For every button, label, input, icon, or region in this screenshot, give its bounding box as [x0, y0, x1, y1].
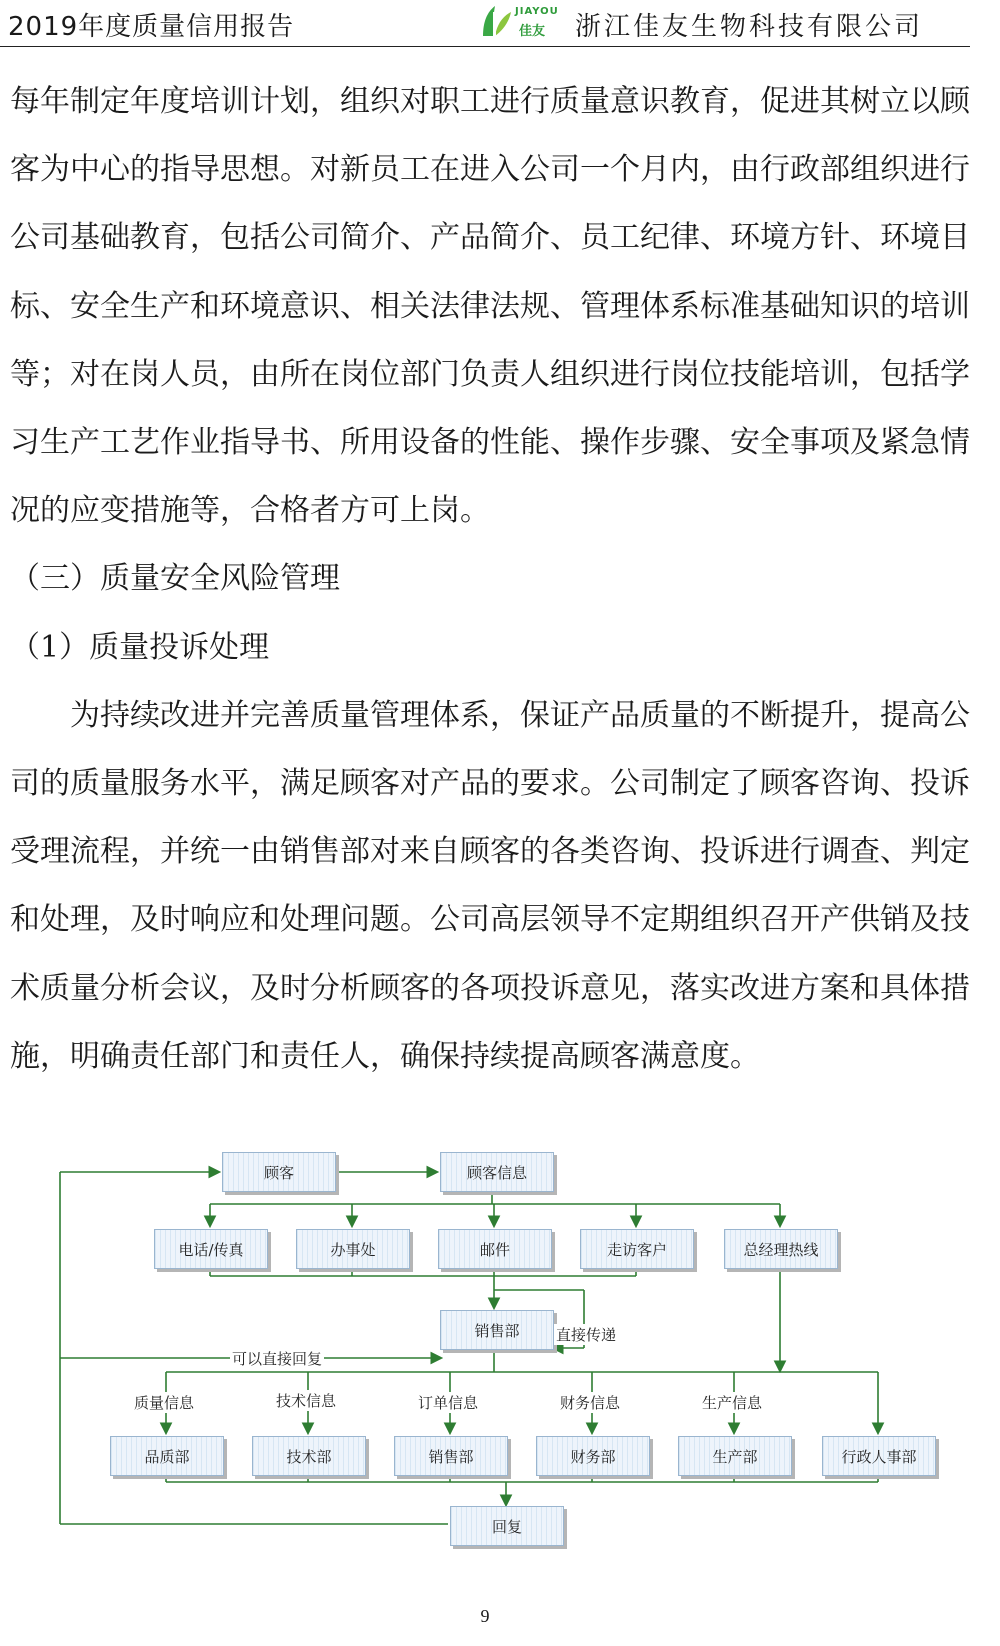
- dept-production: 生产部: [678, 1436, 792, 1476]
- direct-pass-label: 直接传递: [556, 1326, 617, 1344]
- channel-gm-hotline: 总经理热线: [724, 1229, 838, 1269]
- info-label-tech: 技术信息: [276, 1392, 337, 1410]
- channel-phone-fax: 电话/传真: [154, 1229, 268, 1269]
- page-number: 9: [480, 1606, 490, 1626]
- customer-box: 顾客: [222, 1152, 336, 1192]
- logo-text-cn: 佳友: [519, 24, 546, 39]
- company-name: 浙江佳友生物科技有限公司: [575, 12, 924, 42]
- channel-visit-customer: 走访客户: [580, 1229, 694, 1269]
- body-text: [10, 68, 970, 1091]
- dept-finance: 财务部: [536, 1436, 650, 1476]
- info-label-quality: 质量信息: [134, 1394, 195, 1412]
- info-label-production: 生产信息: [702, 1394, 763, 1412]
- complaint-paragraph: 为持续改进并完善质量管理体系，保证产品质量的不断提升，提高公司的质量服务水平，满足顾客对产品的要求。公司制定了顾客咨询、投诉受理流程，并统一由销售部对来自顾客的各类咨询、投诉进行调查、判定和处理，及时响应和处理问题。公司高层领导不定期组织召开产供销及技术质量分析会议，及时分析顾客的各项投诉意见，落实改进方案和具体措施，明确责任部门和责任人，确保持续提高顾客满意度。: [10, 697, 970, 1074]
- direct-reply-label: 可以直接回复: [232, 1350, 323, 1368]
- section-heading: （三）质量安全风险管理: [10, 561, 340, 597]
- info-label-finance: 财务信息: [560, 1394, 621, 1412]
- logo-text-en: JIAYOU: [515, 6, 559, 17]
- flowchart-connectors: [0, 1140, 1000, 1560]
- customer-info-box: 顾客信息: [440, 1152, 554, 1192]
- training-paragraph: 每年制定年度培训计划，组织对职工进行质量意识教育，促进其树立以顾客为中心的指导思想。对新员工在进入公司一个月内，由行政部组织进行公司基础教育，包括公司简介、产品简介、员工纪律、环境方针、环境目标、安全生产和环境意识、相关法律法规、管理体系标准基础知识的培训等；对在岗人员，由所在岗位部门负责人组织进行岗位技能培训，包括学习生产工艺作业指导书、所用设备的性能、操作步骤、安全事项及紧急情况的应变措施等，合格者方可上岗。: [10, 84, 970, 529]
- reply-box: 回复: [450, 1506, 564, 1546]
- dept-tech: 技术部: [252, 1436, 366, 1476]
- complaint-flowchart: [0, 1140, 1000, 1560]
- report-title: 2019年度质量信用报告: [8, 12, 295, 42]
- company-logo: [475, 2, 565, 42]
- leaf-logo-icon: [475, 2, 515, 42]
- dept-quality: 品质部: [110, 1436, 224, 1476]
- info-label-order: 订单信息: [418, 1394, 479, 1412]
- dept-admin-hr: 行政人事部: [822, 1436, 936, 1476]
- channel-office: 办事处: [296, 1229, 410, 1269]
- dept-sales: 销售部: [394, 1436, 508, 1476]
- page-header: [0, 0, 970, 47]
- sales-dept-box: 销售部: [440, 1310, 554, 1350]
- subsection-heading: （1）质量投诉处理: [10, 629, 270, 665]
- channel-email: 邮件: [438, 1229, 552, 1269]
